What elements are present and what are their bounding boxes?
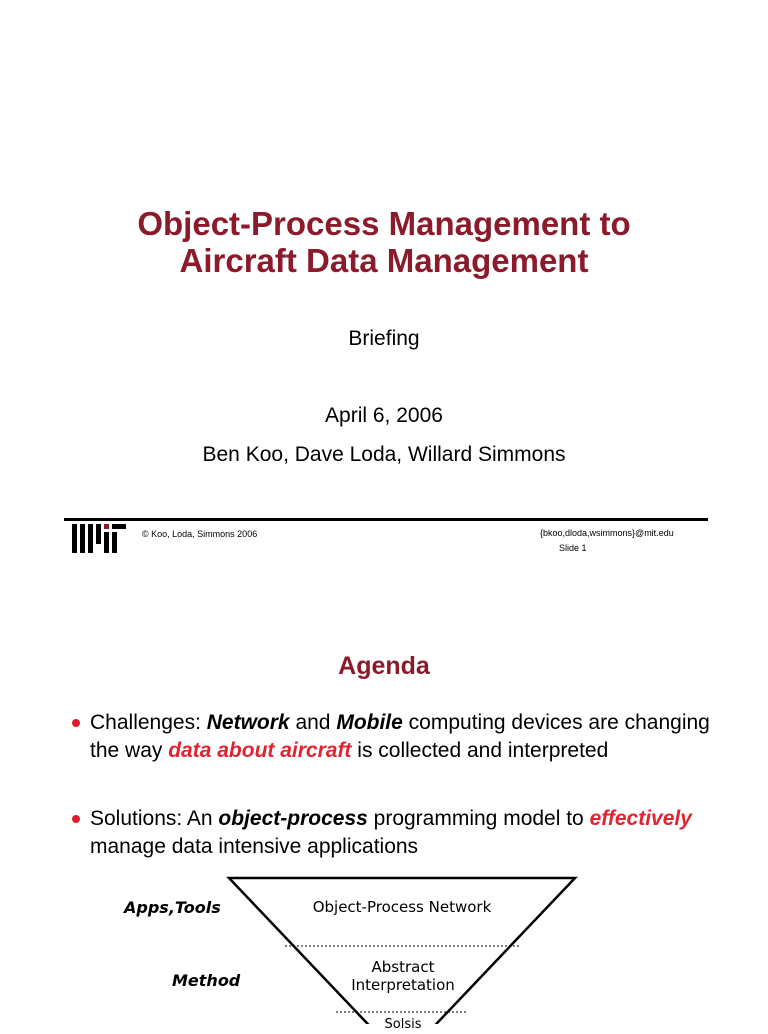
bullet1-text: is collected and interpreted (351, 739, 609, 762)
bullet2-text: Solutions: An (90, 807, 219, 830)
agenda-title: Agenda (338, 652, 430, 680)
bullet1-emphasis: data about aircraft (168, 739, 352, 762)
bullet-dot (72, 719, 80, 727)
bullet2-object-process: object-process (218, 807, 368, 830)
bullet-dot (72, 815, 80, 823)
bullet-solutions (70, 805, 710, 861)
label-method: Method (172, 971, 241, 990)
bullet-challenges (70, 709, 710, 765)
footer-email: {bkoo,dloda,wsimmons}@mit.edu (540, 528, 674, 538)
bullet1-network: Network (206, 711, 290, 734)
slide-title-line-1: Object-Process Management to (137, 205, 631, 242)
bullet1-text: computing devices are changing the way (90, 711, 710, 762)
slide-title-line-2: Aircraft Data Management (179, 242, 589, 279)
bullet1-mobile: Mobile (336, 711, 403, 734)
subtitle: Briefing (348, 327, 420, 350)
bullet2-text: manage data intensive applications (90, 835, 419, 858)
bullet1-text: and (289, 711, 337, 734)
mit-logo (72, 524, 128, 554)
layer-object-process-network: Object-Process Network (312, 898, 492, 916)
label-apps-tools: Apps,Tools (124, 898, 221, 917)
layer-abstract-line-2: Interpretation (351, 976, 455, 994)
footer-rule (64, 518, 708, 521)
layer-abstract-line-1: Abstract (371, 958, 435, 976)
bullet2-text: programming model to (367, 807, 590, 830)
date: April 6, 2006 (325, 404, 443, 427)
bullet1-text: Challenges: (90, 711, 207, 734)
bullet2-emphasis: effectively (589, 807, 692, 830)
authors: Ben Koo, Dave Loda, Willard Simmons (202, 443, 566, 466)
footer-copyright: © Koo, Loda, Simmons 2006 (142, 529, 258, 539)
footer-slide-number: Slide 1 (559, 543, 587, 553)
layered-triangle-diagram (0, 870, 768, 1024)
layer-solsis: Solsis (384, 1017, 422, 1032)
